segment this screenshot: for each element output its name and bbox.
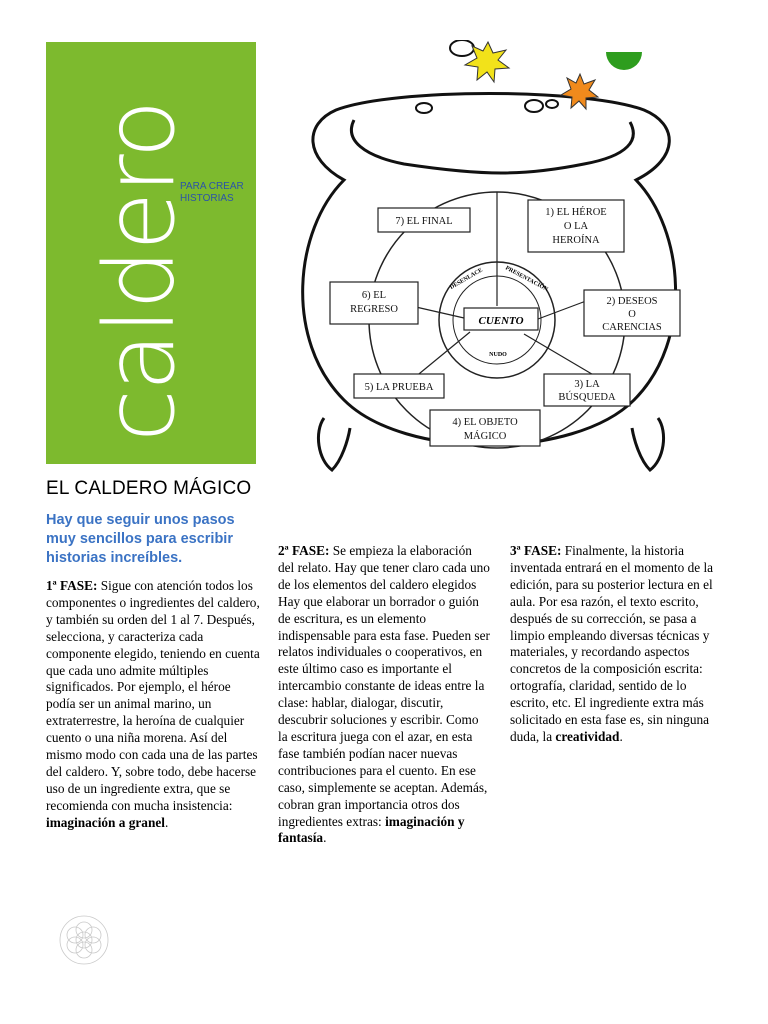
ring-desenlace: DESENLACE: [449, 267, 484, 291]
phase-2-highlight: imaginación y fantasía: [278, 813, 465, 846]
phase-1-end: .: [164, 814, 169, 830]
step-4-line1: 4) EL OBJETO: [452, 417, 518, 428]
step-5: 5) LA PRUEBA: [364, 382, 434, 393]
step-1-line3: HEROÍNA: [552, 235, 600, 246]
flower-logo-icon: [58, 914, 110, 966]
phase-3-label: 3ª FASE:: [510, 543, 562, 558]
step-2-line2: O: [628, 309, 636, 320]
phase-3-highlight: creatividad: [555, 728, 620, 744]
green-ball-icon: [606, 52, 642, 70]
step-3-line2: BÚSQUEDA: [558, 392, 616, 403]
brand-tagline: PARA CREAR HISTORIAS: [180, 181, 244, 204]
phase-2-column: [278, 543, 490, 847]
phase-1-highlight: imaginación a granel: [46, 814, 165, 830]
step-2-line1: 2) DESEOS: [606, 296, 658, 307]
step-1-line1: 1) EL HÉROE: [545, 207, 607, 218]
phase-2-label: 2ª FASE:: [278, 543, 330, 558]
step-7: 7) EL FINAL: [395, 216, 453, 227]
diagram-center: CUENTO: [478, 315, 524, 327]
article-subtitle: Hay que seguir unos pasos muy sencillos para escribir historias increíbles.: [46, 512, 235, 566]
phase-1-text: Sigue con atención todos los componentes o ingredientes del caldero, y también su orden del 1 al 7. Después, selecciona, y caracteriza cada componente elegido, teniendo en cuenta que cada uno admite múltiples significados. Por ejemplo, el héroe podía ser un animal marino, un extraterrestre, la heroína de cualquier cuento o una niña morena. Así del mismo modo con cada una de las partes del caldero. Y, sobre todo, debe hacerse uso de un ingrediente extra, que se recomienda con mucha insistencia:: [46, 578, 260, 813]
phase-1-column: [46, 578, 260, 832]
phase-3-column: [510, 543, 724, 746]
article-title: EL CALDERO MÁGICO: [46, 478, 252, 499]
phase-3-end: .: [619, 728, 623, 744]
step-2-line3: CARENCIAS: [602, 322, 662, 333]
cauldron-diagram: [284, 40, 698, 474]
ring-nudo: NUDO: [489, 352, 507, 358]
step-6-line2: REGRESO: [350, 304, 398, 315]
step-6-line1: 6) EL: [361, 290, 387, 301]
phase-2-end: .: [323, 830, 327, 846]
step-4-line2: MÁGICO: [463, 431, 507, 442]
orange-star-icon: [561, 74, 598, 109]
phase-2-text: Se empieza la elaboración del relato. Hay que tener claro cada uno de los elementos del caldero elegidos Hay que elaborar un borrador o guión de escritura, es un elemento indispensable para esta fase. Pueden ser relatos individuales o cooperativos, en este último caso es importante el intercambio constante de ideas entre la clase: hablar, dialogar, discutir, descubrir soluciones y escribir. Como la escritura juega con el azar, en esta fase también podían nacer nuevas contribuciones para el cuento. En ese caso, simplemente se aceptan. Además, cobran gran importancia otros dos ingredientes extras:: [278, 543, 490, 829]
phase-3-text: Finalmente, la historia inventada entrará en el momento de la edición, para su posterior lectura en el aula. Por esa razón, el texto escrito, después de su corrección, se pasa a limpio empleando diversas técnicas y materiales, y recordando aspectos concretos de la composición escrita: ortografía, claridad, sentido de lo escrito, etc. El ingrediente extra más solicitado en esta fase es, sin ninguna duda, la: [510, 543, 714, 744]
step-1-line2: O LA: [563, 221, 589, 232]
step-3-line1: 3) LA: [574, 379, 600, 390]
brand-title: caldero: [84, 101, 196, 442]
phase-1-label: 1ª FASE:: [46, 578, 98, 593]
ring-presentacion: PRESENTACIÓN: [504, 265, 549, 293]
